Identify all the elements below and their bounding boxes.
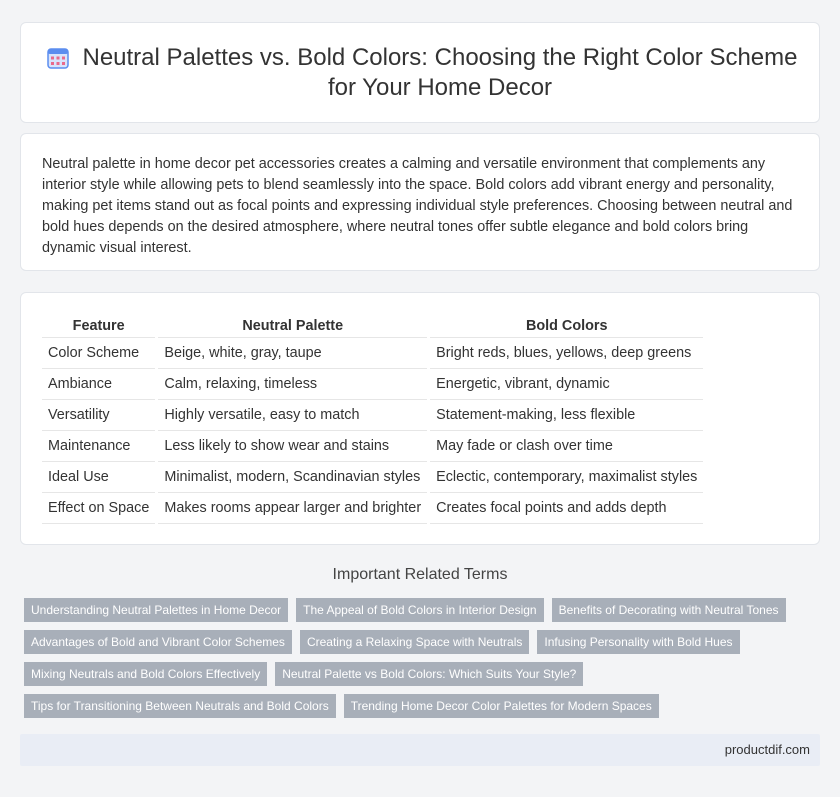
table-cell: Beige, white, gray, taupe bbox=[157, 337, 429, 368]
table-row bbox=[42, 430, 703, 461]
related-term-link[interactable]: Tips for Transitioning Between Neutrals and Bold Colors bbox=[24, 694, 336, 718]
table-cell: Minimalist, modern, Scandinavian styles bbox=[157, 461, 429, 492]
table-cell: Highly versatile, easy to match bbox=[157, 399, 429, 430]
related-term-link[interactable]: Neutral Palette vs Bold Colors: Which Suits Your Style? bbox=[275, 662, 583, 686]
table-cell: Creates focal points and adds depth bbox=[429, 492, 704, 523]
table-row bbox=[42, 461, 703, 492]
table-cell: Statement-making, less flexible bbox=[429, 399, 704, 430]
table-cell: May fade or clash over time bbox=[429, 430, 704, 461]
related-terms-list bbox=[24, 598, 814, 726]
column-header: Neutral Palette bbox=[157, 315, 429, 337]
footer bbox=[20, 734, 820, 766]
column-header: Feature bbox=[42, 315, 157, 337]
page-title: Neutral Palettes vs. Bold Colors: Choosing the Right Color Scheme for Your Home Decor bbox=[82, 44, 798, 101]
table-cell: Calm, relaxing, timeless bbox=[157, 368, 429, 399]
table-cell: Color Scheme bbox=[42, 337, 157, 368]
related-term-link[interactable]: The Appeal of Bold Colors in Interior Design bbox=[296, 598, 543, 622]
intro-paragraph: Neutral palette in home decor pet accessories creates a calming and versatile environment that complements any interior style while allowing pets to blend seamlessly into the space. Bold colors add vibrant energy and personality, making pet items stand out as focal points and expressing individual style preferences. Choosing between neutral and bold hues depends on the desired atmosphere, where neutral tones offer subtle elegance and bold colors bring dynamic visual interest. bbox=[42, 156, 793, 256]
table-cell: Makes rooms appear larger and brighter bbox=[157, 492, 429, 523]
comparison-card bbox=[20, 292, 820, 545]
related-term-link[interactable]: Creating a Relaxing Space with Neutrals bbox=[300, 630, 529, 654]
table-cell: Energetic, vibrant, dynamic bbox=[429, 368, 704, 399]
related-term-link[interactable]: Mixing Neutrals and Bold Colors Effectively bbox=[24, 662, 267, 686]
table-cell: Maintenance bbox=[42, 430, 157, 461]
table-header-row bbox=[42, 315, 703, 337]
intro-card bbox=[20, 133, 820, 271]
table-cell: Ambiance bbox=[42, 368, 157, 399]
related-terms-heading: Important Related Terms bbox=[332, 566, 508, 583]
table-cell: Ideal Use bbox=[42, 461, 157, 492]
table-cell: Eclectic, contemporary, maximalist styles bbox=[429, 461, 704, 492]
table-row bbox=[42, 492, 703, 523]
related-term-link[interactable]: Trending Home Decor Color Palettes for Modern Spaces bbox=[344, 694, 659, 718]
table-row bbox=[42, 399, 703, 430]
table-row bbox=[42, 337, 703, 368]
table-cell: Bright reds, blues, yellows, deep greens bbox=[429, 337, 704, 368]
header-card bbox=[20, 22, 820, 123]
footer-site-name: productdif.com bbox=[724, 742, 810, 757]
comparison-table bbox=[42, 315, 703, 524]
table-row bbox=[42, 368, 703, 399]
table-cell: Less likely to show wear and stains bbox=[157, 430, 429, 461]
related-term-link[interactable]: Infusing Personality with Bold Hues bbox=[537, 630, 739, 654]
column-header: Bold Colors bbox=[429, 315, 704, 337]
table-cell: Versatility bbox=[42, 399, 157, 430]
related-term-link[interactable]: Understanding Neutral Palettes in Home Decor bbox=[24, 598, 288, 622]
related-term-link[interactable]: Advantages of Bold and Vibrant Color Schemes bbox=[24, 630, 292, 654]
related-term-link[interactable]: Benefits of Decorating with Neutral Tones bbox=[552, 598, 786, 622]
table-cell: Effect on Space bbox=[42, 492, 157, 523]
